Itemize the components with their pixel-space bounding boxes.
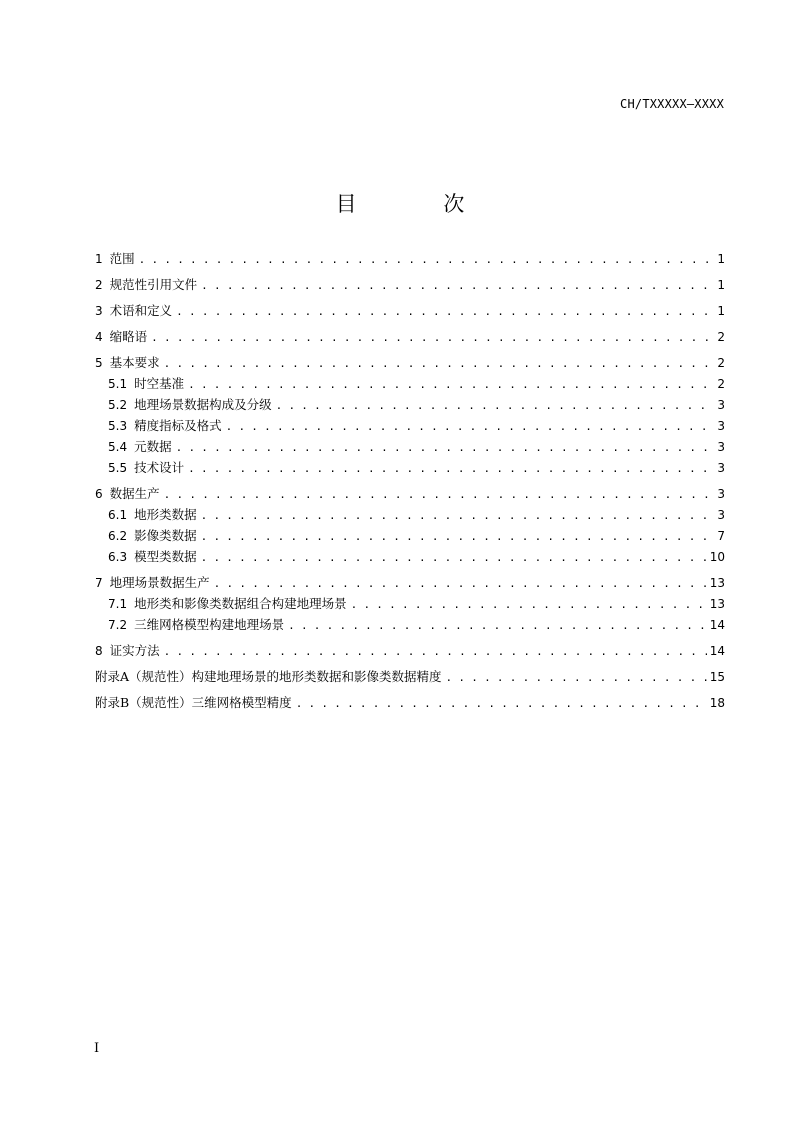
toc-entry-number: 7.1: [108, 597, 128, 611]
toc-entry-label: 影像类数据: [134, 528, 197, 543]
toc-entry[interactable]: [95, 504, 725, 525]
toc-entry-number: 7.2: [108, 618, 128, 632]
toc-entry-page: 13: [709, 597, 725, 611]
toc-entry-label: 地理场景数据构成及分级: [134, 397, 272, 412]
toc-entry-page: 15: [709, 670, 725, 684]
toc-entry-page: 3: [717, 398, 725, 412]
toc-entry-label: 附录A（规范性）构建地理场景的地形类数据和影像类数据精度: [95, 669, 442, 684]
toc-entry-label: 地形类和影像类数据组合构建地理场景: [134, 596, 347, 611]
toc-entry-number: 6.3: [108, 550, 128, 564]
toc-entry[interactable]: [95, 326, 725, 347]
toc-dot-leader: [351, 594, 707, 615]
toc-entry-page: 3: [717, 419, 725, 433]
toc-entry-number: 2: [95, 278, 103, 292]
toc-entry[interactable]: [95, 352, 725, 373]
toc-entry-number: 5.5: [108, 461, 128, 475]
toc-entry-label: 地理场景数据生产: [109, 575, 210, 590]
toc-entry-label: 三维网格模型构建地理场景: [134, 617, 285, 632]
toc-entry-label: 基本要求: [109, 355, 160, 370]
toc-entry[interactable]: [95, 525, 725, 546]
toc-entry-label: 技术设计: [134, 460, 185, 475]
toc-entry[interactable]: [95, 373, 725, 394]
toc-dot-leader: [201, 275, 714, 296]
toc-entry-label: 地形类数据: [134, 507, 197, 522]
toc-entry-page: 2: [717, 356, 725, 370]
toc-dot-leader: [201, 547, 707, 568]
toc-entry-page: 10: [709, 550, 725, 564]
toc-entry[interactable]: [95, 614, 725, 635]
toc-dot-leader: [151, 327, 714, 348]
toc-entry[interactable]: [95, 572, 725, 593]
toc-dot-leader: [188, 374, 714, 395]
toc-entry-page: 3: [717, 487, 725, 501]
toc-dot-leader: [276, 395, 715, 416]
toc-entry[interactable]: [95, 436, 725, 457]
toc-entry-page: 3: [717, 440, 725, 454]
toc-dot-leader: [201, 505, 715, 526]
toc-entry-number: 8: [95, 644, 103, 658]
toc-entry[interactable]: [95, 274, 725, 295]
toc-entry[interactable]: [95, 300, 725, 321]
toc-entry-number: 3: [95, 304, 103, 318]
toc-dot-leader: [139, 249, 715, 270]
toc-dot-leader: [201, 526, 715, 547]
toc-entry[interactable]: [95, 640, 725, 661]
toc-dot-leader: [188, 458, 714, 479]
toc-entry-label: 证实方法: [109, 643, 160, 658]
toc-entry-page: 3: [717, 461, 725, 475]
document-code: CH/TXXXXX—XXXX: [620, 97, 724, 111]
toc-dot-leader: [296, 693, 707, 714]
toc-entry[interactable]: [95, 666, 725, 687]
toc-entry-label: 精度指标及格式: [134, 418, 222, 433]
toc-entry-number: 5.1: [108, 377, 128, 391]
toc-entry-page: 2: [717, 377, 725, 391]
toc-entry-number: 6.1: [108, 508, 128, 522]
toc-entry-page: 3: [717, 508, 725, 522]
toc-entry-label: 术语和定义: [109, 303, 173, 318]
toc-entry-number: 6.2: [108, 529, 128, 543]
toc-entry[interactable]: [95, 248, 725, 269]
toc-entry-number: 4: [95, 330, 103, 344]
toc-dot-leader: [446, 667, 707, 688]
toc-entry[interactable]: [95, 415, 725, 436]
toc-entry[interactable]: [95, 483, 725, 504]
toc-entry-label: 时空基准: [134, 376, 185, 391]
table-of-contents: [95, 248, 725, 713]
toc-entry-number: 7: [95, 576, 103, 590]
toc-dot-leader: [214, 573, 707, 594]
toc-entry-page: 13: [709, 576, 725, 590]
toc-dot-leader: [226, 416, 715, 437]
toc-entry-page: 1: [717, 278, 725, 292]
toc-entry-page: 7: [717, 529, 725, 543]
toc-dot-leader: [176, 437, 715, 458]
toc-entry-number: 6: [95, 487, 103, 501]
toc-dot-leader: [164, 484, 715, 505]
toc-dot-leader: [288, 615, 707, 636]
toc-entry-page: 14: [709, 644, 725, 658]
toc-entry-label: 缩略语: [109, 329, 148, 344]
toc-entry-page: 2: [717, 330, 725, 344]
toc-entry-number: 5.2: [108, 398, 128, 412]
toc-entry-number: 5.4: [108, 440, 128, 454]
toc-entry[interactable]: [95, 692, 725, 713]
toc-dot-leader: [164, 353, 715, 374]
toc-entry-number: 5.3: [108, 419, 128, 433]
toc-dot-leader: [176, 301, 714, 322]
toc-entry-page: 1: [717, 252, 725, 266]
toc-entry-label: 规范性引用文件: [109, 277, 198, 292]
toc-entry[interactable]: [95, 457, 725, 478]
toc-entry-label: 模型类数据: [134, 549, 197, 564]
toc-dot-leader: [164, 641, 707, 662]
toc-entry-number: 1: [95, 252, 103, 266]
toc-entry-label: 元数据: [134, 439, 172, 454]
toc-entry-label: 范围: [109, 251, 135, 266]
toc-entry-label: 附录B（规范性）三维网格模型精度: [95, 695, 292, 710]
toc-entry[interactable]: [95, 394, 725, 415]
toc-entry-page: 18: [709, 696, 725, 710]
toc-entry-number: 5: [95, 356, 103, 370]
page-number: I: [94, 1041, 100, 1056]
toc-entry[interactable]: [95, 546, 725, 567]
toc-entry-label: 数据生产: [109, 486, 160, 501]
toc-title: 目 次: [335, 192, 505, 216]
toc-entry-page: 14: [709, 618, 725, 632]
toc-entry[interactable]: [95, 593, 725, 614]
toc-entry-page: 1: [717, 304, 725, 318]
